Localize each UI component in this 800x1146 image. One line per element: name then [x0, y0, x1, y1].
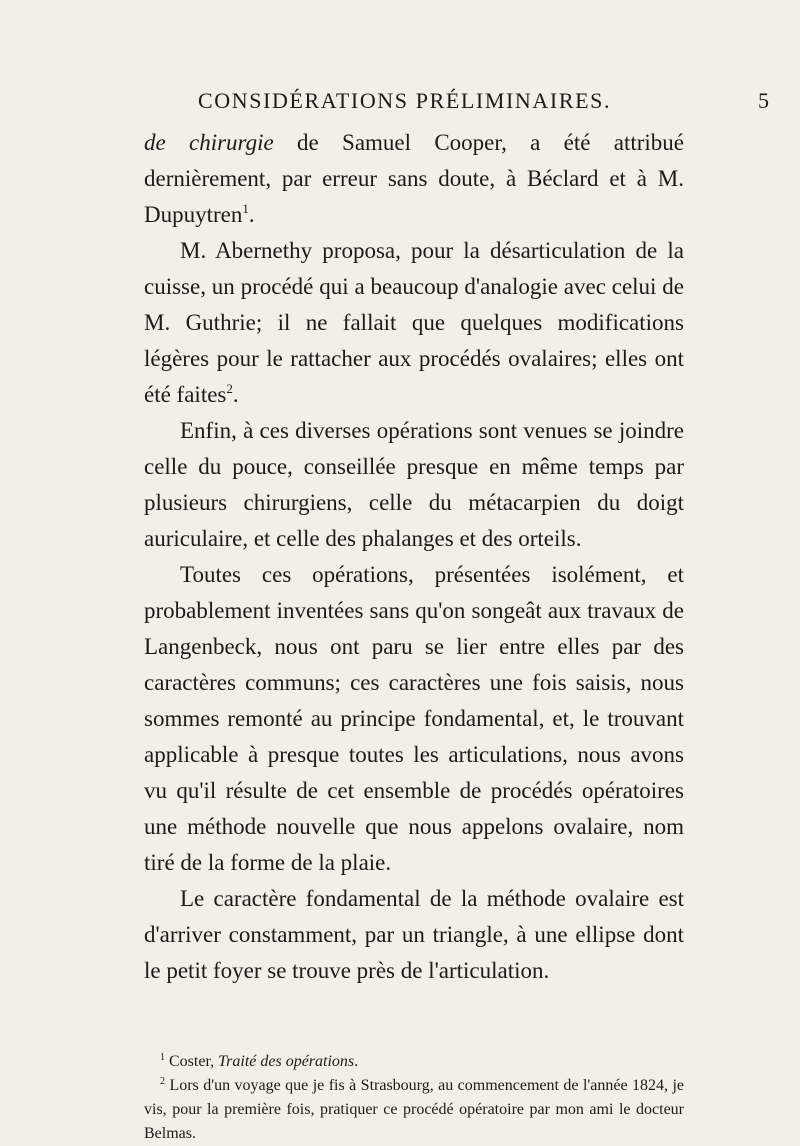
footnote-ref-1: 1	[242, 201, 249, 216]
paragraph-1-text: de Samuel Cooper, a été attribué dernièrement, par erreur sans doute, à Béclard et à M. Dupuytren	[144, 130, 684, 227]
main-text	[144, 125, 684, 989]
italic-phrase: de chirurgie	[144, 130, 274, 155]
paragraph-5: Le caractère fondamental de la méthode ovalaire est d'arriver constamment, par un triangle, à une ellipse dont le petit foyer se trouve près de l'articulation.	[144, 886, 684, 983]
paragraph-3: Enfin, à ces diverses opérations sont venues se joindre celle du pouce, conseillée presque en même temps par plusieurs chirurgiens, celle du métacarpien du doigt auriculaire, et celle des phalanges et des orteils.	[144, 418, 684, 551]
paragraph-4: Toutes ces opérations, présentées isolément, et probablement inventées sans qu'on songeât aux travaux de Langenbeck, nous ont paru se lier entre elles par des caractères communs; ces caractères une fois saisis, nous sommes remonté au principe fondamental, et, le trouvant applicable à presque toutes les articulations, nous avons vu qu'il résulte de cet ensemble de procédés opératoires une méthode nouvelle que nous appelons ovalaire, nom tiré de la forme de la plaie.	[144, 562, 684, 875]
paragraph-1	[144, 125, 684, 233]
footnote-1-author: Coster,	[169, 1053, 219, 1070]
footnote-1-tail: .	[354, 1053, 359, 1070]
paragraph-2	[144, 233, 684, 413]
footnote-1-mark: 1	[160, 1052, 165, 1063]
footnote-2-text: Lors d'un voyage que je fis à Strasbourg, au commencement de l'année 1824, je vis, pour la première fois, pratiquer ce procédé opératoire par mon ami le docteur Belmas.	[144, 1077, 684, 1142]
paragraph-2-text: M. Abernethy proposa, pour la désarticulation de la cuisse, un procédé qui a beaucoup d'analogie avec celui de M. Guthrie; il ne fallait que quelques modifications légères pour le rattacher aux procédés ovalaires; elles ont été faites	[144, 238, 684, 407]
footnote-ref-2: 2	[226, 381, 233, 396]
footnote-2	[144, 1074, 684, 1146]
footnotes	[144, 1050, 684, 1146]
paragraph-2-tail: .	[232, 382, 239, 407]
footnote-1-title: Traité des opérations	[218, 1053, 355, 1070]
running-title: CONSIDÉRATIONS PRÉLIMINAIRES.	[198, 88, 612, 113]
paragraph-1-tail: .	[248, 202, 255, 227]
footnote-1	[144, 1050, 684, 1074]
footnote-2-mark: 2	[160, 1076, 165, 1087]
page-number: 5	[758, 88, 771, 113]
